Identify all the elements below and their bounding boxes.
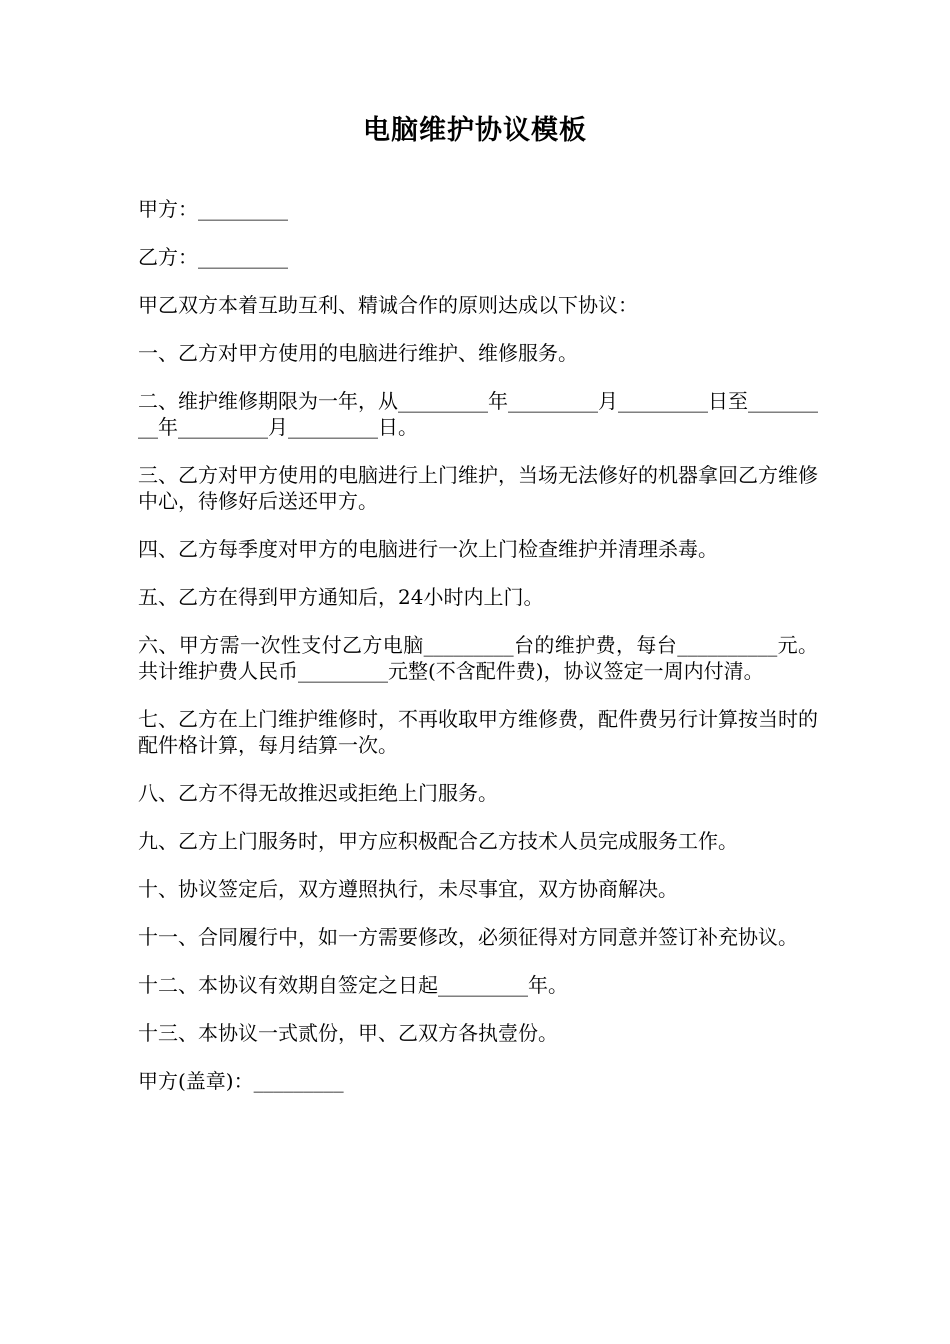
signature-party-a: 甲方(盖章)：_________ (138, 1069, 344, 1093)
preamble: 甲乙双方本着互助互利、精诚合作的原则达成以下协议： (138, 293, 638, 317)
clause-3: 三、乙方对甲方使用的电脑进行上门维护，当场无法修好的机器拿回乙方维修中心，待修好后送还甲方。 (138, 463, 818, 513)
clause-6: 六、甲方需一次性支付乙方电脑_________台的维护费，每台__________元。共计维护费人民币_________元整(不含配件费)，协议签定一周内付清。 (138, 633, 818, 683)
clause-5: 五、乙方在得到甲方通知后，24小时内上门。 (138, 585, 544, 609)
party-b-line: 乙方：_________ (138, 245, 288, 269)
clause-13: 十三、本协议一式贰份，甲、乙双方各执壹份。 (138, 1021, 558, 1045)
document-title: 电脑维护协议模板 (363, 115, 587, 146)
clause-7: 七、乙方在上门维护维修时，不再收取甲方维修费，配件费另行计算按当时的配件格计算，每月结算一次。 (138, 707, 818, 757)
clause-12: 十二、本协议有效期自签定之日起_________年。 (138, 973, 568, 997)
clause-4: 四、乙方每季度对甲方的电脑进行一次上门检查维护并清理杀毒。 (138, 537, 718, 561)
clause-8: 八、乙方不得无故推迟或拒绝上门服务。 (138, 781, 498, 805)
clause-11: 十一、合同履行中，如一方需要修改，必须征得对方同意并签订补充协议。 (138, 925, 798, 949)
clause-10: 十、协议签定后，双方遵照执行，未尽事宜，双方协商解决。 (138, 877, 678, 901)
clause-1: 一、乙方对甲方使用的电脑进行维护、维修服务。 (138, 341, 578, 365)
clause-9: 九、乙方上门服务时，甲方应积极配合乙方技术人员完成服务工作。 (138, 829, 738, 853)
clause-2: 二、维护维修期限为一年，从_________年_________月_________日至_________年_________月_________日。 (138, 389, 818, 439)
document-body (138, 196, 818, 1116)
party-a-line: 甲方：_________ (138, 197, 288, 221)
